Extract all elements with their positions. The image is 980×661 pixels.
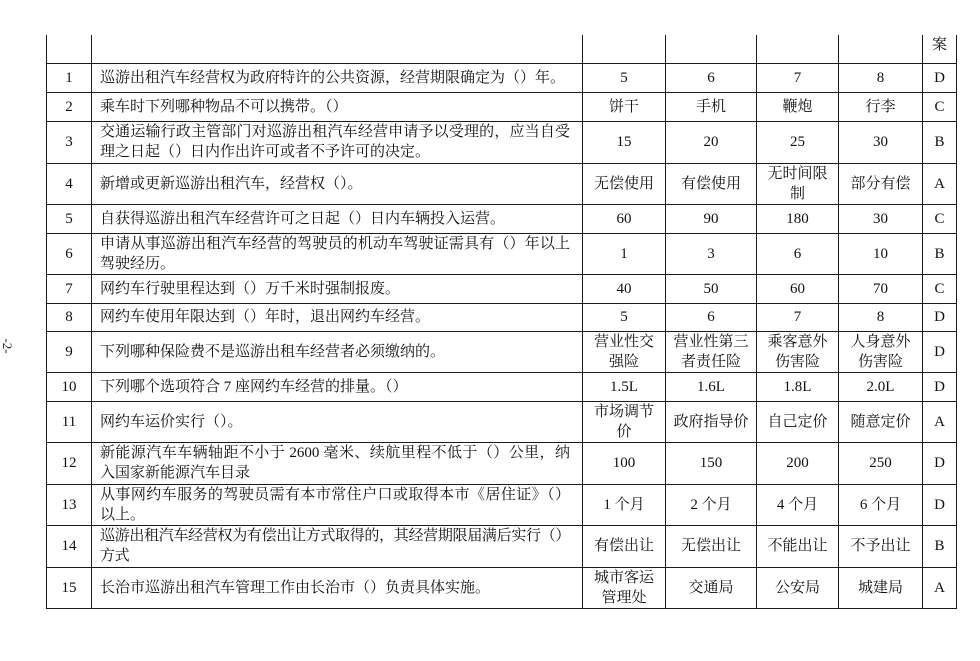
option-c: 6 <box>757 233 839 274</box>
option-d: 8 <box>839 303 923 331</box>
option-d: 城建局 <box>839 567 923 608</box>
question-text: 新增或更新巡游出租汽车，经营权（）。 <box>92 163 583 204</box>
table-row <box>47 372 957 401</box>
answer-key: B <box>923 121 957 163</box>
option-a: 营业性交强险 <box>583 331 666 372</box>
option-a: 40 <box>583 274 666 303</box>
option-d: 不予出让 <box>839 525 923 567</box>
question-number: 1 <box>47 63 92 92</box>
option-b: 90 <box>666 204 757 233</box>
option-d: 人身意外伤害险 <box>839 331 923 372</box>
question-text: 巡游出租汽车经营权为政府特许的公共资源，经营期限确定为（）年。 <box>92 63 583 92</box>
option-d: 10 <box>839 233 923 274</box>
option-c: 鞭炮 <box>757 92 839 121</box>
question-number: 8 <box>47 303 92 331</box>
option-c: 乘客意外伤害险 <box>757 331 839 372</box>
question-number: 6 <box>47 233 92 274</box>
question-number: 5 <box>47 204 92 233</box>
header-number-cell <box>47 35 92 63</box>
option-b: 交通局 <box>666 567 757 608</box>
option-a: 有偿出让 <box>583 525 666 567</box>
option-a: 1.5L <box>583 372 666 401</box>
option-c: 4 个月 <box>757 484 839 525</box>
answer-key: A <box>923 163 957 204</box>
header-question-cell <box>92 35 583 63</box>
answer-key: D <box>923 63 957 92</box>
option-d: 30 <box>839 204 923 233</box>
option-b: 2 个月 <box>666 484 757 525</box>
table-row <box>47 63 957 92</box>
question-text: 从事网约车服务的驾驶员需有本市常住户口或取得本市《居住证》（）以上。 <box>92 484 583 525</box>
header-option-a-cell <box>583 35 666 63</box>
answer-key: D <box>923 331 957 372</box>
option-d: 70 <box>839 274 923 303</box>
answer-key: B <box>923 233 957 274</box>
option-b: 手机 <box>666 92 757 121</box>
question-text: 下列哪种保险费不是巡游出租车经营者必须缴纳的。 <box>92 331 583 372</box>
table-row <box>47 92 957 121</box>
option-b: 有偿使用 <box>666 163 757 204</box>
question-number: 3 <box>47 121 92 163</box>
option-b: 无偿出让 <box>666 525 757 567</box>
question-number: 4 <box>47 163 92 204</box>
question-text: 自获得巡游出租汽车经营许可之日起（）日内车辆投入运营。 <box>92 204 583 233</box>
answer-key: C <box>923 204 957 233</box>
option-c: 不能出让 <box>757 525 839 567</box>
option-b: 1.6L <box>666 372 757 401</box>
option-d: 8 <box>839 63 923 92</box>
page-number: -2- <box>0 338 15 354</box>
option-d: 2.0L <box>839 372 923 401</box>
question-text: 巡游出租汽车经营权为有偿出让方式取得的，其经营期限届满后实行（）方式 <box>92 525 583 567</box>
table-header-row <box>47 35 957 63</box>
question-text: 乘车时下列哪种物品不可以携带。（） <box>92 92 583 121</box>
option-c: 200 <box>757 442 839 484</box>
question-text: 交通运输行政主管部门对巡游出租汽车经营申请予以受理的，应当自受理之日起（）日内作出许可或者不予许可的决定。 <box>92 121 583 163</box>
question-number: 9 <box>47 331 92 372</box>
option-a: 城市客运管理处 <box>583 567 666 608</box>
option-a: 市场调节价 <box>583 401 666 442</box>
option-a: 60 <box>583 204 666 233</box>
question-text: 网约车行驶里程达到（）万千米时强制报废。 <box>92 274 583 303</box>
table-row <box>47 303 957 331</box>
option-a: 5 <box>583 63 666 92</box>
answer-key: C <box>923 274 957 303</box>
option-b: 20 <box>666 121 757 163</box>
option-a: 1 <box>583 233 666 274</box>
option-b: 政府指导价 <box>666 401 757 442</box>
question-number: 15 <box>47 567 92 608</box>
question-number: 11 <box>47 401 92 442</box>
option-a: 5 <box>583 303 666 331</box>
option-c: 25 <box>757 121 839 163</box>
question-number: 7 <box>47 274 92 303</box>
option-c: 1.8L <box>757 372 839 401</box>
header-option-c-cell <box>757 35 839 63</box>
table-row <box>47 121 957 163</box>
option-a: 饼干 <box>583 92 666 121</box>
question-text: 网约车使用年限达到（）年时，退出网约车经营。 <box>92 303 583 331</box>
table-row <box>47 163 957 204</box>
option-b: 50 <box>666 274 757 303</box>
option-c: 180 <box>757 204 839 233</box>
header-option-b-cell <box>666 35 757 63</box>
answer-key: B <box>923 525 957 567</box>
answer-key: D <box>923 303 957 331</box>
question-text: 网约车运价实行（）。 <box>92 401 583 442</box>
option-d: 随意定价 <box>839 401 923 442</box>
question-number: 10 <box>47 372 92 401</box>
question-number: 12 <box>47 442 92 484</box>
question-text: 下列哪个选项符合 7 座网约车经营的排量。（） <box>92 372 583 401</box>
option-d: 30 <box>839 121 923 163</box>
option-d: 部分有偿 <box>839 163 923 204</box>
table-row <box>47 401 957 442</box>
table-row <box>47 331 957 372</box>
option-c: 7 <box>757 63 839 92</box>
answer-key: A <box>923 401 957 442</box>
option-c: 公安局 <box>757 567 839 608</box>
answer-key: D <box>923 484 957 525</box>
question-text: 申请从事巡游出租汽车经营的驾驶员的机动车驾驶证需具有（）年以上驾驶经历。 <box>92 233 583 274</box>
option-b: 6 <box>666 303 757 331</box>
question-text: 新能源汽车车辆轴距不小于 2600 毫米、续航里程不低于（）公里，纳入国家新能源汽车目录 <box>92 442 583 484</box>
question-number: 13 <box>47 484 92 525</box>
header-option-d-cell <box>839 35 923 63</box>
answer-key: A <box>923 567 957 608</box>
option-c: 自己定价 <box>757 401 839 442</box>
table-row <box>47 274 957 303</box>
table-row <box>47 484 957 525</box>
table-row <box>47 233 957 274</box>
option-c: 60 <box>757 274 839 303</box>
option-a: 15 <box>583 121 666 163</box>
option-c: 无时间限制 <box>757 163 839 204</box>
option-d: 行李 <box>839 92 923 121</box>
answer-key: C <box>923 92 957 121</box>
answer-key: D <box>923 442 957 484</box>
option-b: 150 <box>666 442 757 484</box>
question-number: 2 <box>47 92 92 121</box>
answer-key: D <box>923 372 957 401</box>
option-c: 7 <box>757 303 839 331</box>
option-a: 无偿使用 <box>583 163 666 204</box>
option-b: 营业性第三者责任险 <box>666 331 757 372</box>
option-a: 100 <box>583 442 666 484</box>
question-number: 14 <box>47 525 92 567</box>
option-d: 250 <box>839 442 923 484</box>
header-answer-cell: 案 <box>923 35 957 63</box>
question-text: 长治市巡游出租汽车管理工作由长治市（）负责具体实施。 <box>92 567 583 608</box>
option-b: 3 <box>666 233 757 274</box>
option-d: 6 个月 <box>839 484 923 525</box>
table-row <box>47 442 957 484</box>
option-b: 6 <box>666 63 757 92</box>
table-row <box>47 204 957 233</box>
table-row <box>47 567 957 608</box>
question-table <box>46 35 957 609</box>
table-row <box>47 525 957 567</box>
option-a: 1 个月 <box>583 484 666 525</box>
